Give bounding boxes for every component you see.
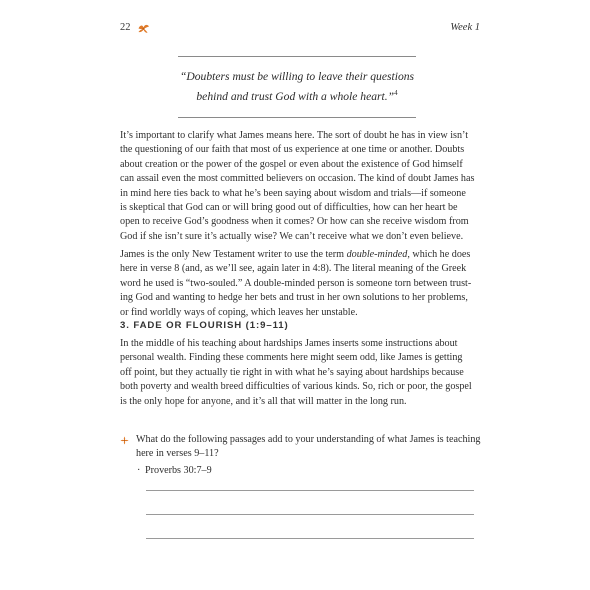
quote-line: “Doubters must be willing to leave their questions — [179, 70, 415, 83]
answer-line[interactable] — [146, 514, 474, 515]
text-line: can assail even the most committed believers on occasion. The kind of doubt James has — [120, 173, 475, 185]
pull-quote-text — [178, 68, 416, 105]
paragraph-text — [120, 248, 486, 320]
quote-top-rule — [178, 56, 416, 57]
flower-bullet-icon — [120, 436, 129, 445]
bullet-dot: · — [137, 465, 141, 476]
section-heading: 3. FADE OR FLOURISH (1:9–11) — [120, 320, 289, 331]
text-line: both poverty and wealth breed difficulties of various kinds. So, rich or poor, the gospel — [120, 381, 472, 393]
text-line: word he used is “two-souled.” A double-minded person is someone torn between trust- — [120, 277, 472, 289]
text-line — [120, 249, 470, 260]
text-line: ing God and wanting to hedge her bets and trust in her own solutions to her problems, — [120, 292, 468, 304]
text-line: off point, but they actually tie right in with what he’s saying about hardships because — [120, 366, 464, 378]
quote-line: behind and trust God with a whole heart.” — [196, 89, 395, 103]
text-line: God if she isn’t sure it’s actually wise? We can’t receive what we don’t even believe. — [120, 230, 464, 242]
paragraph-wealth — [120, 337, 486, 409]
answer-line[interactable] — [146, 490, 474, 491]
text-line: It’s important to clarify what James means here. The sort of doubt he has in view isn’t — [120, 130, 469, 141]
running-head: Week 1 — [450, 22, 480, 33]
text-line: here in verses 9–11? — [136, 448, 219, 460]
text-run: , which he does — [407, 249, 471, 260]
quote-bottom-rule — [178, 117, 416, 118]
text-line: personal wealth. Finding these comments here might seem odd, like James is getting — [120, 352, 463, 364]
text-line: or find worldly ways of coping, which leaves her unstable. — [120, 306, 358, 318]
text-line: in mind here ties back to what he’s been saying about wisdom and trials—if someone — [120, 187, 466, 199]
pull-quote — [178, 56, 416, 118]
reference-text: Proverbs 30:7–9 — [145, 465, 212, 476]
flower-ornament-icon — [137, 23, 150, 34]
paragraph-double-minded — [120, 248, 486, 320]
text-run: James is the only New Testament writer to use the term — [120, 249, 347, 260]
emphasis-term: double-minded — [346, 249, 408, 260]
scripture-reference — [137, 464, 212, 478]
text-line: What do the following passages add to your understanding of what James is teaching — [136, 434, 481, 445]
paragraph-text — [120, 129, 486, 244]
text-line: open to receive God’s goodness when it comes? Or how can she receive wisdom from — [120, 216, 469, 228]
text-line: is the only hope for anyone, and it’s all that will matter in the long run. — [120, 395, 407, 407]
question-text — [136, 433, 486, 462]
study-question — [120, 433, 486, 462]
paragraph-text — [120, 337, 486, 409]
text-line: here in verse 8 (and, as we’ll see, again later in 4:8). The literal meaning of the Greek — [120, 263, 467, 275]
answer-line[interactable] — [146, 538, 474, 539]
text-line: the questioning of our faith that most of us experience at one time or another. Doubts — [120, 144, 465, 156]
text-line: is skeptical that God can or will bring good out of difficulties, how can her heart be — [120, 202, 458, 214]
page-number: 22 — [120, 22, 131, 33]
text-line: In the middle of his teaching about hardships James inserts some instructions about — [120, 338, 458, 349]
text-line: about creation or the power of the gospel or even about the existence of God himself — [120, 158, 463, 170]
paragraph-doubt — [120, 129, 486, 244]
page-header — [120, 22, 480, 38]
footnote-marker: 4 — [394, 89, 398, 97]
